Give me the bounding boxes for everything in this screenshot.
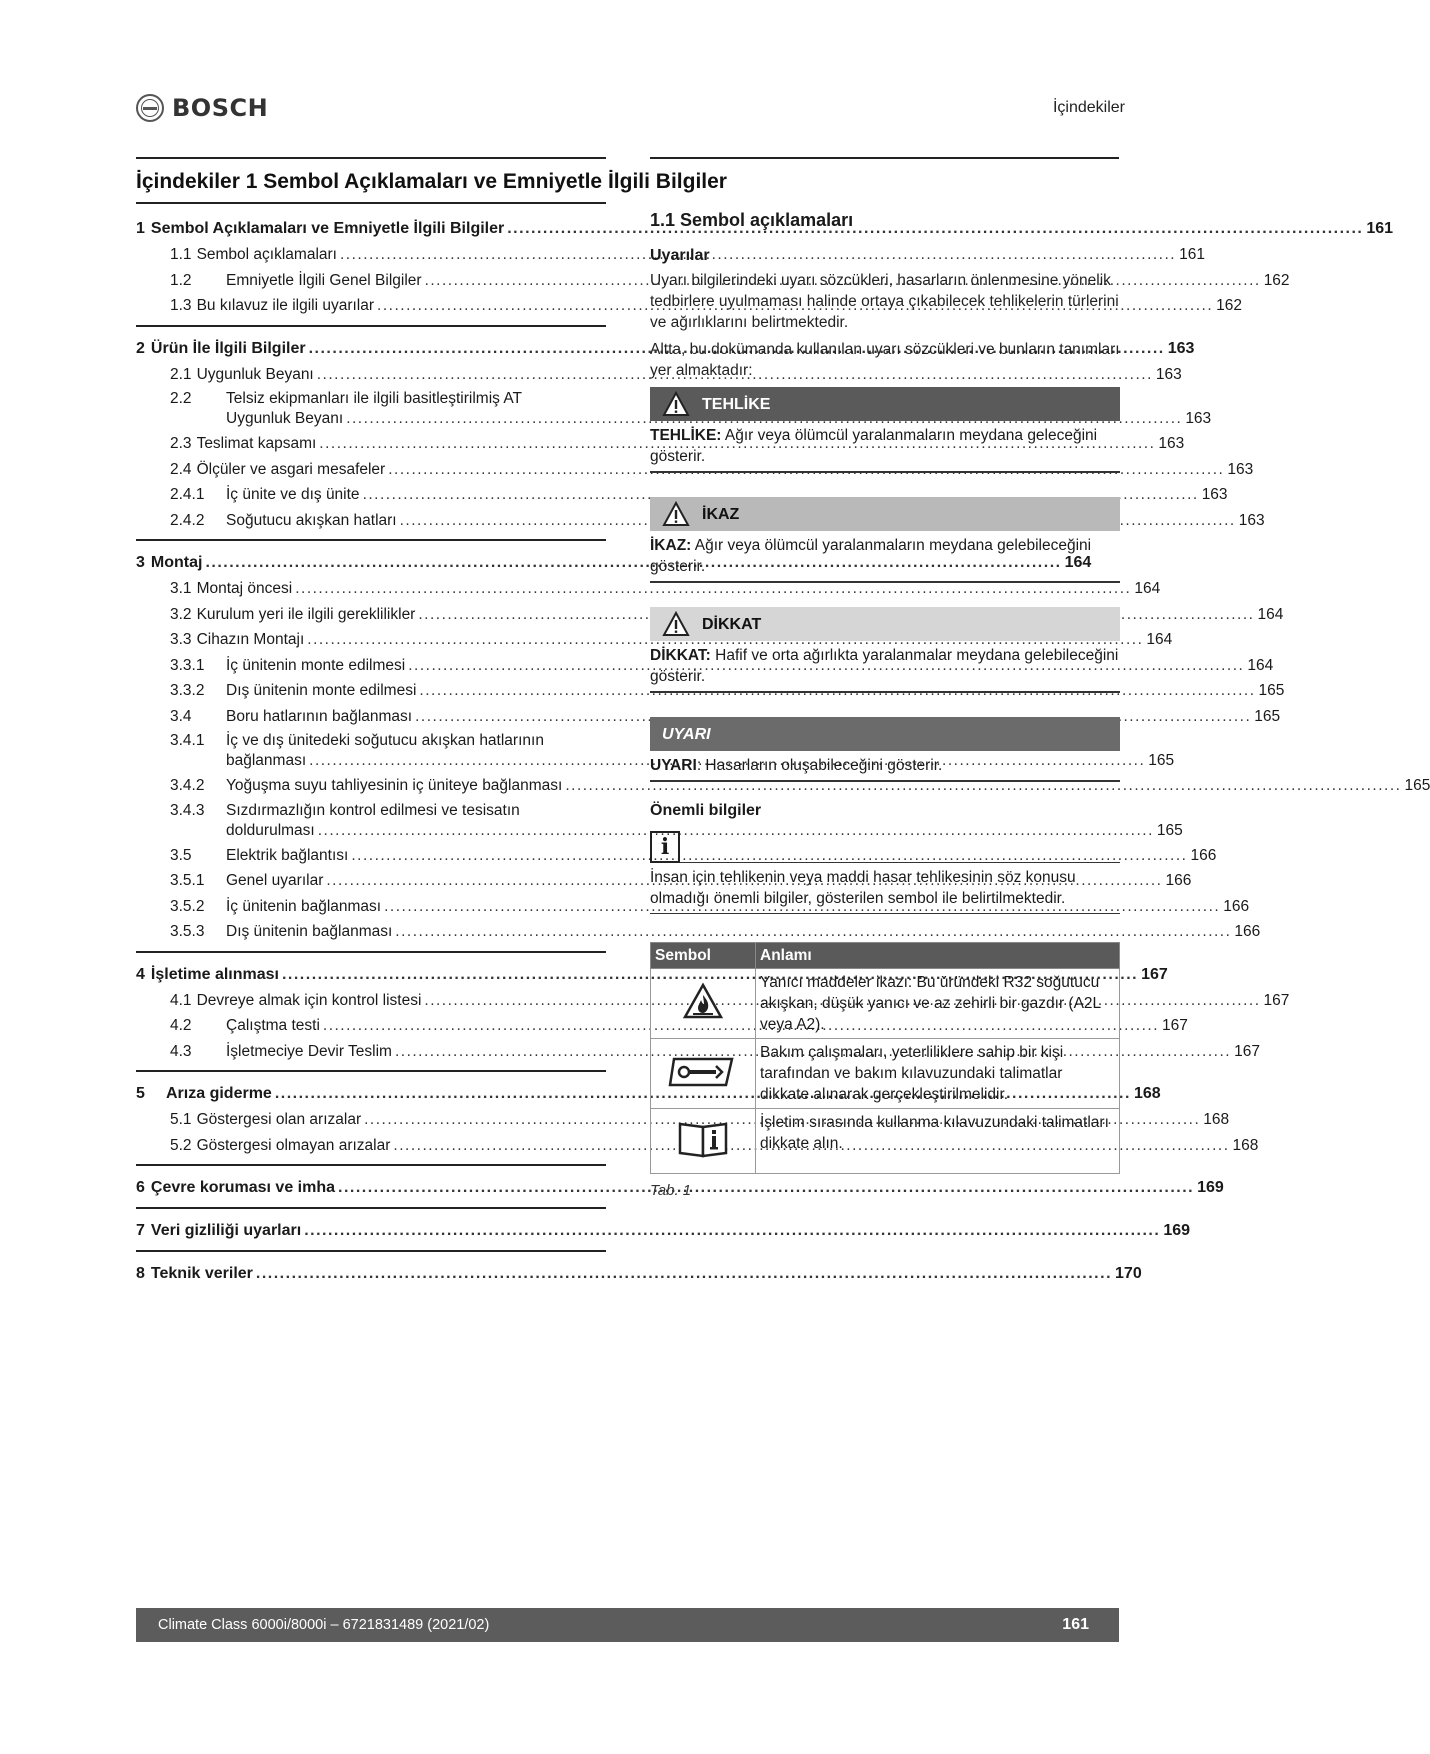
toc-entry-title: Sembol açıklamaları xyxy=(196,246,337,263)
dikkat-label: DİKKAT xyxy=(702,615,762,633)
toc-entry-page: 168 xyxy=(1133,1085,1161,1102)
toc-chapter[interactable] xyxy=(136,1080,1161,1107)
toc-entry-title: Arıza giderme xyxy=(166,1085,272,1102)
warning-triangle-icon xyxy=(662,611,690,637)
toc-entry-page: 163 xyxy=(1158,435,1185,452)
warning-triangle-icon xyxy=(662,391,690,417)
dikkat-term: DİKKAT: xyxy=(650,647,711,664)
toc-entry-page: 170 xyxy=(1115,1265,1142,1282)
symbols-section xyxy=(650,210,1120,1201)
toc-entry-title: İşletime alınması xyxy=(150,965,279,983)
tehlike-label: TEHLİKE xyxy=(702,395,771,413)
uyari-label: UYARI xyxy=(662,725,711,743)
toc-entry-number: 3.2 xyxy=(170,605,192,623)
toc-entry-title: Uygunluk Beyanı xyxy=(196,365,314,383)
bosch-armature-icon xyxy=(136,94,164,122)
toc-entry-title: Devreye almak için kontrol listesi xyxy=(196,991,422,1009)
table-row-text: Bakım çalışmaları, yeterliliklere sahip bir kişi tarafından ve bakım kılavuzundaki talimatlar dikkate alınarak gerçekleştirilmelidir. xyxy=(756,1039,1120,1109)
toc-entry-title: Çevre koruması ve imha xyxy=(150,1179,335,1196)
toc-entry-number: 1.3 xyxy=(170,297,192,314)
toc-entry-title-cont: bağlanması xyxy=(226,752,307,769)
toc-entry-title: Cihazın Montajı xyxy=(196,631,305,648)
toc-entry-number: 3.3.1 xyxy=(170,656,205,674)
toc-entry-number: 3.4 xyxy=(170,707,192,725)
dikkat-description xyxy=(650,641,1120,693)
toc-heading-rule xyxy=(136,202,606,204)
footer-page-number: 161 xyxy=(1062,1616,1089,1633)
toc-entry-page: 165 xyxy=(1258,682,1285,699)
toc-entry-page: 169 xyxy=(1197,1179,1224,1196)
toc-heading: İçindekiler 1 Sembol Açıklamaları ve Emniyetle İlgili Bilgiler xyxy=(136,170,727,193)
toc-separator xyxy=(136,1207,606,1209)
warning-triangle-icon xyxy=(662,501,690,527)
toc-entry-page: 167 xyxy=(1162,1017,1188,1034)
important-info-text: İnsan için tehlikenin veya maddi hasar tehlikesinin söz konusu olmadığı önemli bilgiler, gösterilen sembol ile belirtilmektedir. xyxy=(650,863,1120,914)
toc-entry-page: 167 xyxy=(1263,991,1290,1009)
toc-entry[interactable] xyxy=(136,482,1228,508)
toc-entry-number: 3.3.2 xyxy=(170,682,205,699)
symbols-table xyxy=(650,942,1120,1174)
ikaz-term: İKAZ: xyxy=(650,537,692,554)
toc-entry-page: 165 xyxy=(1156,821,1183,839)
toc-entry-number: 2.2 xyxy=(170,390,192,407)
toc-entry-title-cont: doldurulması xyxy=(226,821,315,839)
toc-entry-number: 6 xyxy=(136,1179,145,1196)
ikaz-description xyxy=(650,531,1120,583)
toc-entry-title: Montaj xyxy=(150,554,203,571)
toc-separator xyxy=(136,325,606,327)
toc-entry-number: 1 xyxy=(136,220,145,237)
toc-entry-title: Elektrik bağlantısı xyxy=(226,846,349,864)
toc-entry-title-cont: Uygunluk Beyanı xyxy=(226,410,344,427)
toc-entry-page: 164 xyxy=(1247,656,1274,674)
toc-entry-title: Telsiz ekipmanları ile ilgili basitleştirilmiş AT xyxy=(226,390,523,407)
toc-entry-page: 169 xyxy=(1163,1222,1191,1239)
toc-entry-title: Veri gizliliği uyarları xyxy=(150,1222,302,1239)
toc-entry-number: 2.4 xyxy=(170,460,192,478)
toc-entry[interactable] xyxy=(136,627,1173,653)
toc-entry-number: 1.1 xyxy=(170,246,192,263)
uyari-description xyxy=(650,751,1120,782)
toc-entry[interactable] xyxy=(136,988,1290,1014)
toc-entry-number: 1.2 xyxy=(170,271,192,289)
toc-entry[interactable] xyxy=(136,704,1281,730)
toc-entry-title: Dış ünitenin monte edilmesi xyxy=(226,682,417,699)
toc-entry-title: İç ünite ve dış ünite xyxy=(226,486,360,503)
toc-entry-number: 3.5.1 xyxy=(170,872,205,889)
toc-entry[interactable] xyxy=(136,678,1285,704)
toc-entry-page: 168 xyxy=(1203,1111,1230,1128)
toc-entry[interactable] xyxy=(136,919,1261,945)
footer-document-id: Climate Class 6000i/8000i – 6721831489 (2021/02) xyxy=(158,1617,490,1633)
section-heading: 1.1 Sembol açıklamaları xyxy=(650,210,854,230)
header-rule-left xyxy=(136,157,606,159)
toc-entry-page: 165 xyxy=(1404,777,1430,794)
toc-entry-page: 164 xyxy=(1257,605,1284,623)
toc-chapter[interactable] xyxy=(136,961,1168,988)
flammable-warning-icon xyxy=(683,983,723,1019)
toc-entry-page: 165 xyxy=(1148,752,1175,769)
toc-entry-number: 4 xyxy=(136,965,145,983)
toc-separator xyxy=(136,1070,606,1072)
toc-entry-page: 163 xyxy=(1185,410,1212,427)
toc-entry-title: Montaj öncesi xyxy=(196,580,293,597)
info-symbol-line xyxy=(650,831,1120,863)
toc-entry-number: 3 xyxy=(136,554,145,571)
toc-separator xyxy=(136,951,606,953)
warning-ikaz-banner xyxy=(650,497,1120,531)
toc-entry-number: 8 xyxy=(136,1265,145,1282)
toc-entry-title: Yoğuşma suyu tahliyesinin iç üniteye bağlanması xyxy=(226,777,563,794)
toc-entry-number: 3.4.1 xyxy=(170,732,205,749)
warning-uyari-banner xyxy=(650,717,1120,751)
tehlike-text: Ağır veya ölümcül yaralanmaların meydana geleceğini gösterir. xyxy=(650,427,1098,465)
toc-entry-number: 3.3 xyxy=(170,631,192,648)
toc-entry[interactable] xyxy=(136,1039,1260,1065)
toc-chapter[interactable] xyxy=(136,1217,1191,1244)
toc-entry-number: 4.1 xyxy=(170,991,192,1009)
toc-entry-title: Ürün İle İlgili Bilgiler xyxy=(150,339,306,357)
table-row-text: İşletim sırasında kullanma kılavuzundaki talimatları dikkate alın. xyxy=(756,1109,1120,1174)
toc-entry-title: İşletmeciye Devir Teslim xyxy=(226,1042,392,1060)
toc-entry-number: 7 xyxy=(136,1222,145,1239)
toc-entry[interactable] xyxy=(136,293,1243,319)
warnings-paragraph-2: Altta, bu dokümanda kullanılan uyarı sözcükleri ve bunların tanımları yer almaktadır: xyxy=(650,341,1120,379)
uyari-text: : Hasarların oluşabileceğini gösterir. xyxy=(696,757,943,774)
toc-entry-page: 163 xyxy=(1238,511,1265,529)
toc-entry-number: 5.1 xyxy=(170,1111,192,1128)
toc-entry-title: Sızdırmazlığın kontrol edilmesi ve tesisatın xyxy=(226,801,520,819)
toc-entry-title: Dış ünitenin bağlanması xyxy=(226,923,393,940)
toc-chapter[interactable] xyxy=(136,1260,1142,1287)
toc-entry-title: Soğutucu akışkan hatları xyxy=(226,511,397,529)
toc-separator xyxy=(136,1250,606,1252)
toc-entry-title: Teslimat kapsamı xyxy=(196,435,317,452)
toc-entry-title: Göstergesi olmayan arızalar xyxy=(196,1136,391,1154)
toc-entry-page: 165 xyxy=(1254,707,1281,725)
service-manual-icon xyxy=(668,1053,738,1089)
warnings-paragraph-1: Uyarı bilgilerindeki uyarı sözcükleri, hasarların önlenmesine yönelik tedbirlere uyulmaması halinde ortaya çıkabilecek tehlikelerin türlerini ve ağırlıklarını belirtmektedir. xyxy=(650,272,1119,331)
toc-entry-number: 2.4.2 xyxy=(170,511,205,529)
toc-entry-title: Çalıştma testi xyxy=(226,1017,320,1034)
toc-entry-number: 2 xyxy=(136,339,145,357)
toc-entry-title: Kurulum yeri ile ilgili gereklilikler xyxy=(196,605,416,623)
table-caption: Tab. 1 xyxy=(650,1182,692,1199)
toc-entry-title: Boru hatlarının bağlanması xyxy=(226,707,413,725)
toc-entry-number: 3.4.3 xyxy=(170,801,205,819)
toc-entry-title: İç ünitenin bağlanması xyxy=(226,897,382,915)
toc-entry-page: 164 xyxy=(1134,580,1161,597)
toc-entry-page: 161 xyxy=(1179,246,1205,263)
toc-entry-title: Teknik veriler xyxy=(150,1265,253,1282)
toc-entry-title: İç ve dış ünitedeki soğutucu akışkan hatlarının xyxy=(226,732,544,749)
toc-entry-page: 162 xyxy=(1263,271,1290,289)
table-row-text: Yanıcı maddeler ikazı: Bu üründeki R32 soğutucu akışkan, düşük yanıcı ve az zehirli bir gazdır (A2L veya A2). xyxy=(756,969,1120,1039)
toc-entry-title: Göstergesi olan arızalar xyxy=(196,1111,362,1128)
page-footer xyxy=(136,1608,1119,1642)
toc-entry-page: 168 xyxy=(1232,1136,1259,1154)
toc-entry-page: 164 xyxy=(1146,631,1173,648)
toc-entry-page: 164 xyxy=(1064,554,1092,571)
section-title: İçindekiler xyxy=(1052,99,1125,116)
toc-entry-page: 166 xyxy=(1190,846,1217,864)
toc-entry-number: 3.1 xyxy=(170,580,192,597)
toc-entry[interactable] xyxy=(136,268,1290,294)
table-header-meaning: Anlamı xyxy=(756,943,1120,969)
toc-separator xyxy=(136,1164,606,1166)
toc-entry-title: Sembol Açıklamaları ve Emniyetle İlgili Bilgiler xyxy=(150,220,505,237)
toc-entry-title: Emniyetle İlgili Genel Bilgiler xyxy=(226,271,422,289)
dikkat-text: Hafif ve orta ağırlıkta yaralanmalar meydana gelebileceğini gösterir. xyxy=(650,647,1119,685)
toc-entry[interactable] xyxy=(136,576,1161,602)
toc-entry[interactable] xyxy=(136,1013,1188,1039)
table-row xyxy=(651,969,1120,1039)
uyari-term: UYARI xyxy=(650,757,697,774)
toc-entry-page: 166 xyxy=(1234,923,1261,940)
toc-entry[interactable] xyxy=(136,362,1182,388)
table-header-symbol: Sembol xyxy=(651,943,756,969)
toc-separator xyxy=(136,539,606,541)
warning-dikkat-banner xyxy=(650,607,1120,641)
toc-entry-number: 3.5.2 xyxy=(170,897,205,915)
brand-name: BOSCH xyxy=(172,94,269,122)
toc-entry-title: Genel uyarılar xyxy=(226,872,324,889)
toc-entry-number: 2.3 xyxy=(170,435,192,452)
toc-entry-number: 4.3 xyxy=(170,1042,192,1060)
toc-entry-number: 3.5 xyxy=(170,846,192,864)
toc-entry-page: 162 xyxy=(1216,297,1243,314)
toc-entry-number: 2.1 xyxy=(170,365,192,383)
toc-entry-number: 3.4.2 xyxy=(170,777,205,794)
ikaz-text: Ağır veya ölümcül yaralanmaların meydana gelebileceğini gösterir. xyxy=(650,537,1092,575)
toc-entry-number: 4.2 xyxy=(170,1017,192,1034)
toc-entry-page: 163 xyxy=(1201,486,1228,503)
toc-entry-title: İç ünitenin monte edilmesi xyxy=(226,656,406,674)
tehlike-description xyxy=(650,421,1120,473)
toc-entry-page: 161 xyxy=(1366,220,1394,237)
toc-entry-page: 166 xyxy=(1165,872,1192,889)
important-info-heading: Önemli bilgiler xyxy=(650,802,762,819)
ikaz-label: İKAZ xyxy=(702,505,740,523)
toc-entry-page: 163 xyxy=(1155,365,1182,383)
toc-entry-page: 163 xyxy=(1227,460,1254,478)
toc-entry[interactable] xyxy=(136,843,1217,869)
tehlike-term: TEHLİKE: xyxy=(650,427,722,444)
toc-entry-number: 3.5.3 xyxy=(170,923,205,940)
toc-entry-title: Bu kılavuz ile ilgili uyarılar xyxy=(196,297,375,314)
toc-entry-number: 5.2 xyxy=(170,1136,192,1154)
operating-manual-icon xyxy=(677,1118,729,1158)
toc-entry[interactable] xyxy=(136,457,1254,483)
warnings-heading: Uyarılar xyxy=(650,247,710,264)
toc-entry-page: 163 xyxy=(1167,339,1195,357)
toc-entry-page: 167 xyxy=(1141,965,1168,983)
bosch-logo xyxy=(136,94,268,122)
toc-entry-page: 167 xyxy=(1234,1042,1260,1060)
toc-entry[interactable] xyxy=(136,894,1250,920)
toc-entry-page: 166 xyxy=(1223,897,1250,915)
warning-tehlike-banner xyxy=(650,387,1120,421)
toc-entry-title: Ölçüler ve asgari mesafeler xyxy=(196,460,386,478)
table-row xyxy=(651,1039,1120,1109)
table-row xyxy=(651,1109,1120,1174)
toc-entry-number: 5 xyxy=(136,1085,145,1102)
header-rule-right xyxy=(650,157,1119,159)
toc-entry-number: 2.4.1 xyxy=(170,486,205,503)
toc-entry[interactable] xyxy=(136,773,1430,799)
info-icon: i xyxy=(650,831,680,863)
